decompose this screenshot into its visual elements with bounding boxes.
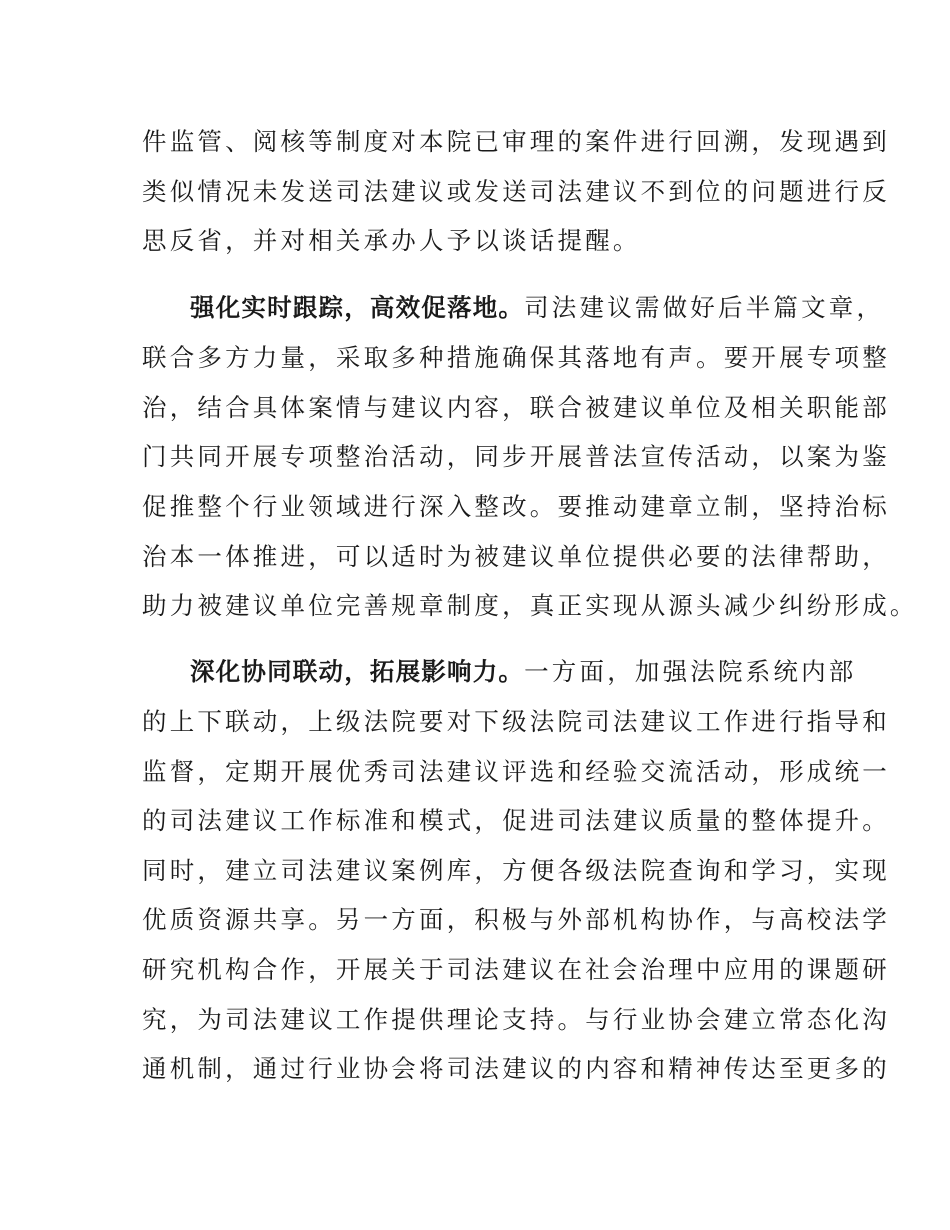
body-text-line: 研究机构合作，开展关于司法建议在社会治理中应用的课题研 [142,955,890,984]
body-text-line: 促推整个行业领域进行深入整改。要推动建章立制，坚持治标 [142,492,890,521]
body-text-line: 究，为司法建议工作提供理论支持。与行业协会建立常态化沟 [142,1005,890,1034]
body-text-line: 同时，建立司法建议案例库，方便各级法院查询和学习，实现 [142,856,890,885]
body-text-line: 治，结合具体案情与建议内容，联合被建议单位及相关职能部 [142,393,890,422]
paragraph-first-line [190,652,857,692]
body-text-line: 的司法建议工作标准和模式，促进司法建议质量的整体提升。 [142,806,890,835]
body-text-line: 优质资源共享。另一方面，积极与外部机构协作，与高校法学 [142,905,890,934]
body-text-line: 的上下联动，上级法院要对下级法院司法建议工作进行指导和 [142,707,890,736]
body-text-line: 件监管、阅核等制度对本院已审理的案件进行回溯，发现遇到 [142,127,890,156]
section-heading: 深化协同联动，拓展影响力。 [190,657,525,686]
body-text-line: 联合多方力量，采取多种措施确保其落地有声。要开展专项整 [142,343,890,372]
body-text-line: 治本一体推进，可以适时为被建议单位提供必要的法律帮助， [142,542,890,571]
body-text-line: 类似情况未发送司法建议或发送司法建议不到位的问题进行反 [142,177,890,206]
body-text-segment: 一方面，加强法院系统内部 [524,657,857,686]
section-heading: 强化实时跟踪，高效促落地。 [190,293,525,322]
body-text-segment: 司法建议需做好后半篇文章， [524,293,885,322]
paragraph-first-line [190,288,884,328]
body-text-line: 思反省，并对相关承办人予以谈话提醒。 [142,226,641,255]
body-text-line: 通机制，通过行业协会将司法建议的内容和精神传达至更多的 [142,1054,890,1083]
body-text-line: 助力被建议单位完善规章制度，真正实现从源头减少纠纷形成。 [142,591,918,620]
body-text-line: 监督，定期开展优秀司法建议评选和经验交流活动，形成统一 [142,757,890,786]
body-text-line: 门共同开展专项整治活动，同步开展普法宣传活动，以案为鉴 [142,442,890,471]
